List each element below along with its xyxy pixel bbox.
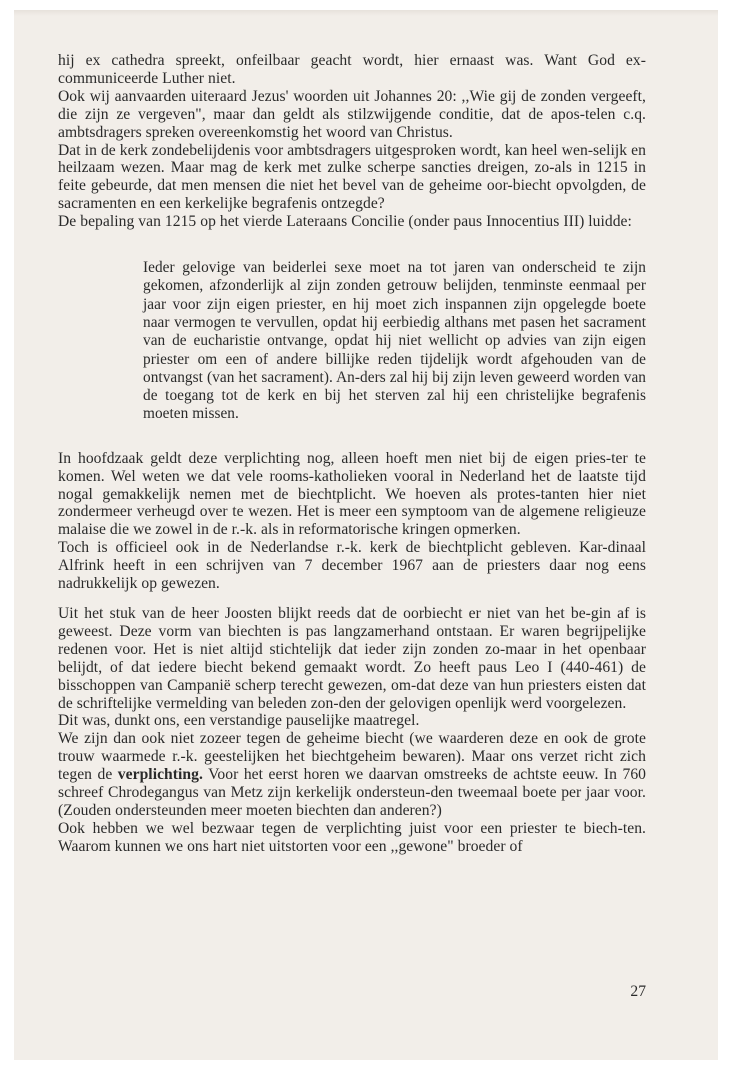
paragraph-alfrink: Toch is officieel ook in de Nederlandse r.-k. kerk de biechtplicht gebleven. Kar-dinaal Alfrink heeft in een schrijven van 7 december 1967 aan de priesters daar nog eens nadrukkelijk op gewezen. — [58, 539, 646, 593]
paragraph-verzet — [58, 730, 646, 820]
page-text-block — [58, 52, 646, 856]
verzet-text-after: Voor het eerst horen we daarvan omstreeks de achtste eeuw. In 760 schreef Chrodegangus van Metz zijn kerkelijk ondersteun-den tweemaal boete per jaar voor. (Zouden ondersteunden meer moeten biechten dan anderen?) — [58, 766, 647, 819]
paragraph-excommunication: hij ex cathedra spreekt, onfeilbaar geacht wordt, hier ernaast was. Want God ex-communiceerde Luther niet. — [58, 52, 646, 87]
page-number: 27 — [630, 983, 646, 1000]
paragraph-bepaling: De bepaling van 1215 op het vierde Lateraans Concilie (onder paus Innocentius III) luidde: — [58, 213, 632, 231]
verzet-text-before: We zijn dan ook niet zozeer tegen de geheime biecht (we waarderen deze en ook de grote trouw waarmede r.-k. geestelijken het biechtgeheim bewaren). Maar ons verzet richt zich tegen de — [58, 730, 646, 784]
paragraph-johannes: Ook wij aanvaarden uiteraard Jezus' woorden uit Johannes 20: ,,Wie gij de zonden vergeeft, die zijn ze vergeven", maar dan geldt als stilzwijgende conditie, dat de apos-telen c.q. ambtsdragers spreken overeenkomstig het woord van Christus. — [58, 87, 646, 141]
block-quote-lateraans: Ieder gelovige van beiderlei sexe moet na tot jaren van onderscheid te zijn gekomen, afzonderlijk al zijn zonden getrouw belijden, tenminste eenmaal per jaar voor zijn eigen priester, en hij moet zich inspannen zijn opgelegde boete naar vermogen te vervullen, opdat hij eerbiedig althans met pasen het sacrament van de eucharistie ontvange, opdat hij niet wellicht op advies van zijn eigen priester om een of andere billijke reden tijdelijk wordt afgehouden van de ontvangst (van het sacrament). An-ders zal hij bij zijn leven geweerd worden van de toegang tot de kerk en bij het sterven zal hij een christelijke begrafenis moeten missen. — [143, 259, 646, 423]
page-edge-shadow — [14, 10, 718, 16]
paragraph-bezwaar: Ook hebben we wel bezwaar tegen de verplichting juist voor een priester te biech-ten. Waarom kunnen we ons hart niet uitstorten voor een ,,gewone" broeder of — [58, 819, 646, 855]
paragraph-joosten: Uit het stuk van de heer Joosten blijkt reeds dat de oorbiecht er niet van het be-gin af is geweest. Deze vorm van biechten is pas langzamerhand ontstaan. Er waren begrijpelijke redenen voor. Het is niet altijd stichtelijk dat ieder zijn zonden zo-maar in het openbaar belijdt, of dat iedere biecht bekend gemaakt wordt. Zo heeft paus Leo I (440-461) de bisschoppen van Campanië scherp terecht gewezen, om-dat deze van hun priesters eisten dat de schriftelijke vermelding van beleden zon-den der gelovigen openlijk werd voorgelezen. — [58, 604, 646, 712]
verzet-bold-verplichting: verplichting. — [117, 766, 203, 784]
paragraph-sancties: Dat in de kerk zondebelijdenis voor ambtsdragers uitgesproken wordt, kan heel wen-selijk en heilzaam wezen. Maar mag de kerk met zulke scherpe sancties dreigen, zo-als in 1215 in feite gebeurde, dat men mensen die niet het bevel van de geheime oor-biecht opvolgden, de sacramenten en een kerkelijke begrafenis ontzegde? — [58, 141, 646, 213]
paragraph-hoofdzaak: In hoofdzaak geldt deze verplichting nog, alleen hoeft men niet bij de eigen pries-ter te komen. Wel weten we dat vele rooms-katholieken vooral in Nederland het de laatste tijd nogal gemakkelijk nemen met de biechtplicht. We hoeven als protes-tanten hier niet zondermeer verheugd over te wezen. Het is meer een symptoom van de algemene religieuze malaise die we zowel in de r.-k. als in reformatorische kringen opmerken. — [58, 449, 646, 539]
paragraph-maatregel: Dit was, dunkt ons, een verstandige pauselijke maatregel. — [58, 712, 420, 730]
